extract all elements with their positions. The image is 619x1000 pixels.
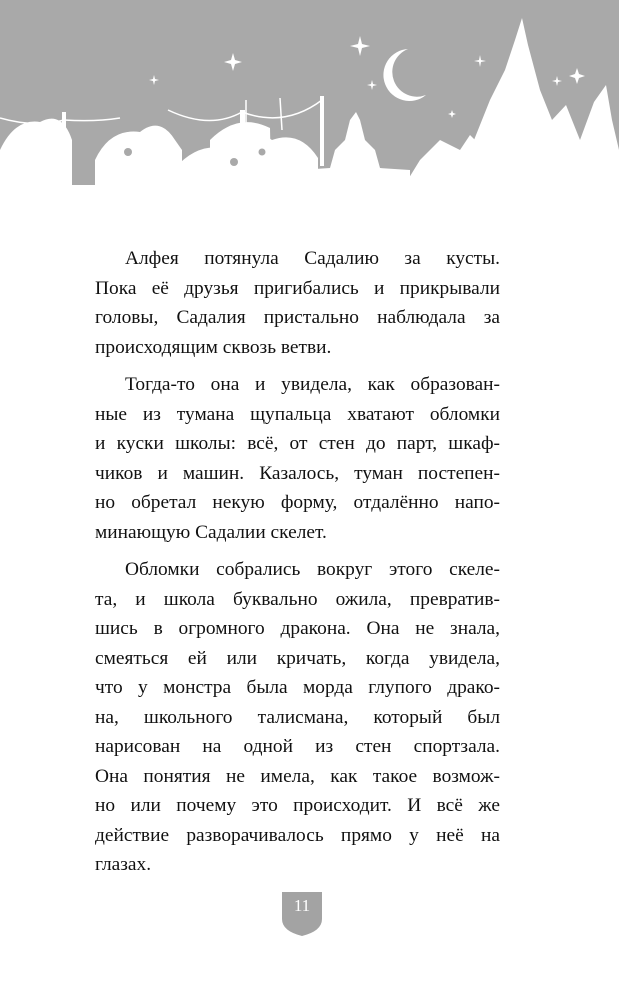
paragraph xyxy=(95,555,500,880)
text-line: шись в огромного дракона. Она не знала, xyxy=(95,618,500,639)
text-line: что у монстра была морда глупого драко- xyxy=(95,677,500,698)
paragraph xyxy=(95,370,500,547)
text-line: чиков и машин. Казалось, туман постепен- xyxy=(95,462,500,484)
page-number: 11 xyxy=(293,896,311,915)
text-line: действие разворачивалось прямо у неё на xyxy=(95,824,500,846)
text-line: минающую Садалии скелет. xyxy=(95,521,327,543)
page-number-badge xyxy=(281,891,323,937)
text-line: но обретал некую форму, отдалённо напо- xyxy=(95,492,500,513)
text-line: происходящим сквозь ветви. xyxy=(95,336,332,358)
text-line: на, школьного талисмана, который был xyxy=(95,706,500,728)
text-line: Тогда-то она и увидела, как образован- xyxy=(125,374,500,395)
night-town-header-illustration xyxy=(0,0,619,225)
text-line: нарисован на одной из стен спортзала. xyxy=(95,736,500,757)
text-line: головы, Садалия пристально наблюдала за xyxy=(95,307,500,328)
text-line: но или почему это происходит. И всё же xyxy=(95,795,500,816)
text-line: Она понятия не имела, как такое возмож- xyxy=(95,765,500,787)
text-line: та, и школа буквально ожила, превратив- xyxy=(95,588,500,610)
text-line: и куски школы: всё, от стен до парт, шкаф- xyxy=(95,433,500,454)
page-body-text xyxy=(95,244,500,880)
text-line: Обломки собрались вокруг этого скеле- xyxy=(125,559,500,580)
text-line: ные из тумана щупальца хватают обломки xyxy=(95,403,500,425)
text-line: глазах. xyxy=(95,854,152,875)
paragraph xyxy=(95,244,500,362)
text-line: смеяться ей или кричать, когда увидела, xyxy=(95,647,500,669)
text-line: Алфея потянула Садалию за кусты. xyxy=(125,248,500,269)
text-line: Пока её друзья пригибались и прикрывали xyxy=(95,277,500,299)
